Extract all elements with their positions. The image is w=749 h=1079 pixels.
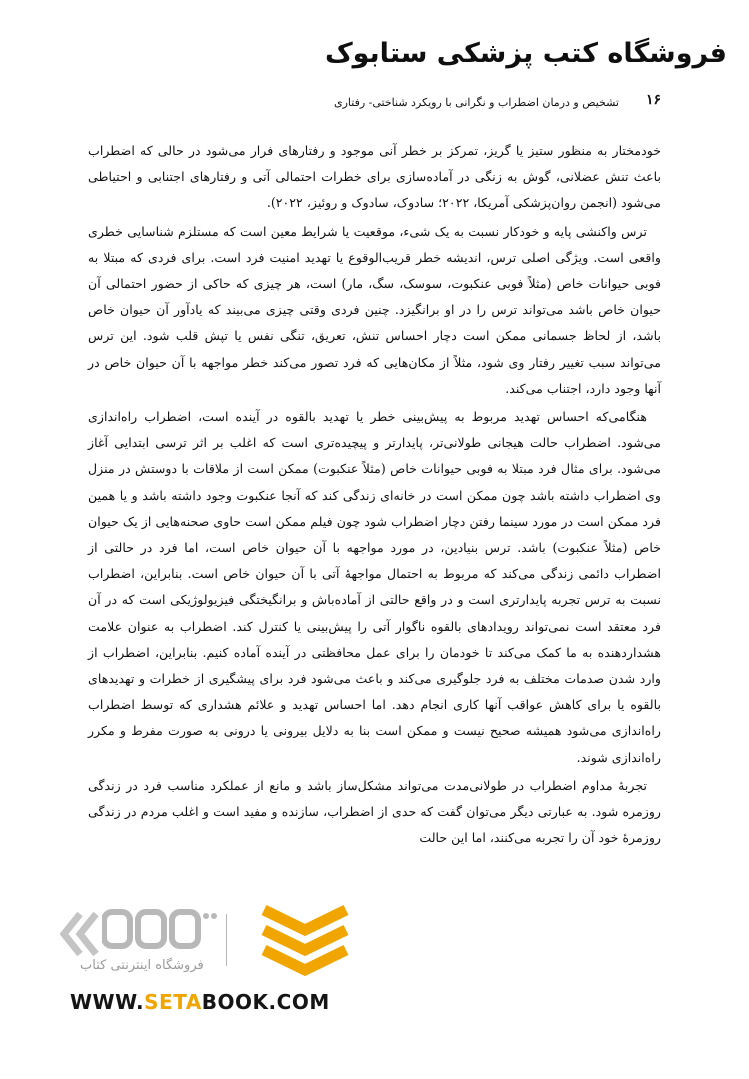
brand-title: فروشگاه کتب پزشکی ستابوک [324, 38, 727, 69]
paragraph: خودمختار به منظور ستیز یا گریز، تمرکز بر خطر آنی موجود و رفتارهای فرار می‌شود در حالی که اضطراب باعث تنش عضلانی، گوش به زنگی در آماده‌سازی برای خطرات احتمالی آتی و رفتارهای اجتنابی و احتیاطی می‌شود (انجمن روان‌پزشکی آمریکا، ۲۰۲۲؛ سادوک، سادوک و روئیز، ۲۰۲۲). [88, 143, 661, 211]
page-number: ۱۶ [645, 92, 661, 108]
website-url[interactable] [70, 990, 330, 1014]
watermark-logo [60, 900, 320, 995]
running-title: تشخیص و درمان اضطراب و نگرانی با رویکرد شناختی- رفتاری [334, 96, 619, 109]
website-suffix: BOOK.COM [201, 990, 330, 1014]
book-stripes-icon [260, 904, 350, 976]
paragraph: تجربهٔ مداوم اضطراب در طولانی‌مدت می‌تواند مشکل‌ساز باشد و مانع از عملکرد مناسب فرد در زندگی روزمره شود. به عبارتی دیگر می‌توان گفت که حدی از اضطراب، سازنده و مفید است و اغلب مردم در زندگی روزمرهٔ خود آن را تجربه می‌کنند، اما این حالت [88, 777, 661, 846]
paragraph: ترس واکنشی پایه و خودکار نسبت به یک شیء، موقعیت یا شرایط معین است که مستلزم شناسایی خطری واقعی است. ویژگی اصلی ترس، اندیشه خطر قریب‌الوقوع یا تهدید امنیت فرد است. برای فردی که مبتلا به فوبی حیوانات خاص (مثلاً فوبی عنکبوت، سوسک، سگ، مار) است، هر چیزی که حاکی از حضور احتمالی آن حیوان خاص باشد می‌تواند ترس را در او برانگیزد. چنین فردی وقتی چیزی می‌بیند که یادآور آن حیوان خاص باشد، از لحاظ جسمانی ممکن است دچار احساس تنش، تعریق، تنگی نفس یا تپش قلب شود. این ترس می‌تواند سبب تغییر رفتار وی شود، مثلاً از مکان‌هایی که فرد تصور می‌کند خطر مواجهه با آن حیوان خاص در آنها وجود دارد، اجتناب می‌کند. [88, 223, 661, 396]
watermark-divider [226, 914, 227, 966]
watermark-tagline: فروشگاه اینترنتی کتاب [80, 958, 204, 973]
website-highlight: SETA [144, 990, 202, 1014]
website-prefix: WWW. [70, 990, 145, 1014]
paragraph: هنگامی‌که احساس تهدید مربوط به پیش‌بینی خطر یا تهدید بالقوه در آینده است، اضطراب راه‌اندازی می‌شود. اضطراب حالت هیجانی طولانی‌تر، پایدارتر و پیچیده‌تری است که اغلب بر اثر ترسی ابتدایی آغاز می‌شود. برای مثال فرد مبتلا به فوبی حیوانات خاص (مثلاً عنکبوت) ممکن است از ملاقات با دوستش در منزل وی اضطراب داشته باشد چون ممکن است در خانه‌ای زندگی کند که آنجا عنکبوت وجود داشته باشد و یا همین فرد ممکن است در مورد سینما رفتن دچار اضطراب شود چون فیلم ممکن است حاوی صحنه‌هایی از یک حیوان خاص (مثلاً عنکبوت) باشد. ترس بنیادین، در مورد مواجهه با آن حیوان خاص است، اما فرد در حالتی از اضطراب دائمی زندگی می‌کند که مربوط به احتمال مواجههٔ آتی با آن حیوان خاص است. بنابراین، اضطراب نسبت به ترس تجربه پایدارتری است و در واقع حالتی از آماده‌باش و برانگیختگی فیزیولوژیکی است که در آن فرد معتقد است نمی‌تواند رویدادهای بالقوه ناگوار آتی را پیش‌بینی یا کنترل کند. اضطراب به عنوان علامت هشداردهنده به ما کمک می‌کند تا خودمان را برای عمل محافظتی در آینده‌ آماده کنیم. بنابراین، اضطراب از وارد شدن صدمات مختلف به فرد جلوگیری می‌کند و باعث می‌شود فرد برای پیشگیری از خطرات و تهدیدهای بالقوه یا برای کاهش عواقب آنها کاری انجام دهد. اما احساس تهدید و علائم هشداری که توسط اضطراب راه‌اندازی می‌شود همیشه صحیح نیست و ممکن است بنا به دلایل بیرونی یا درونی به صورت مفرط و مکرر راه‌اندازی شوند. [88, 409, 661, 765]
chevron-left-icon [60, 912, 100, 956]
setabook-logo-icon [102, 904, 222, 954]
body-text [88, 138, 661, 853]
